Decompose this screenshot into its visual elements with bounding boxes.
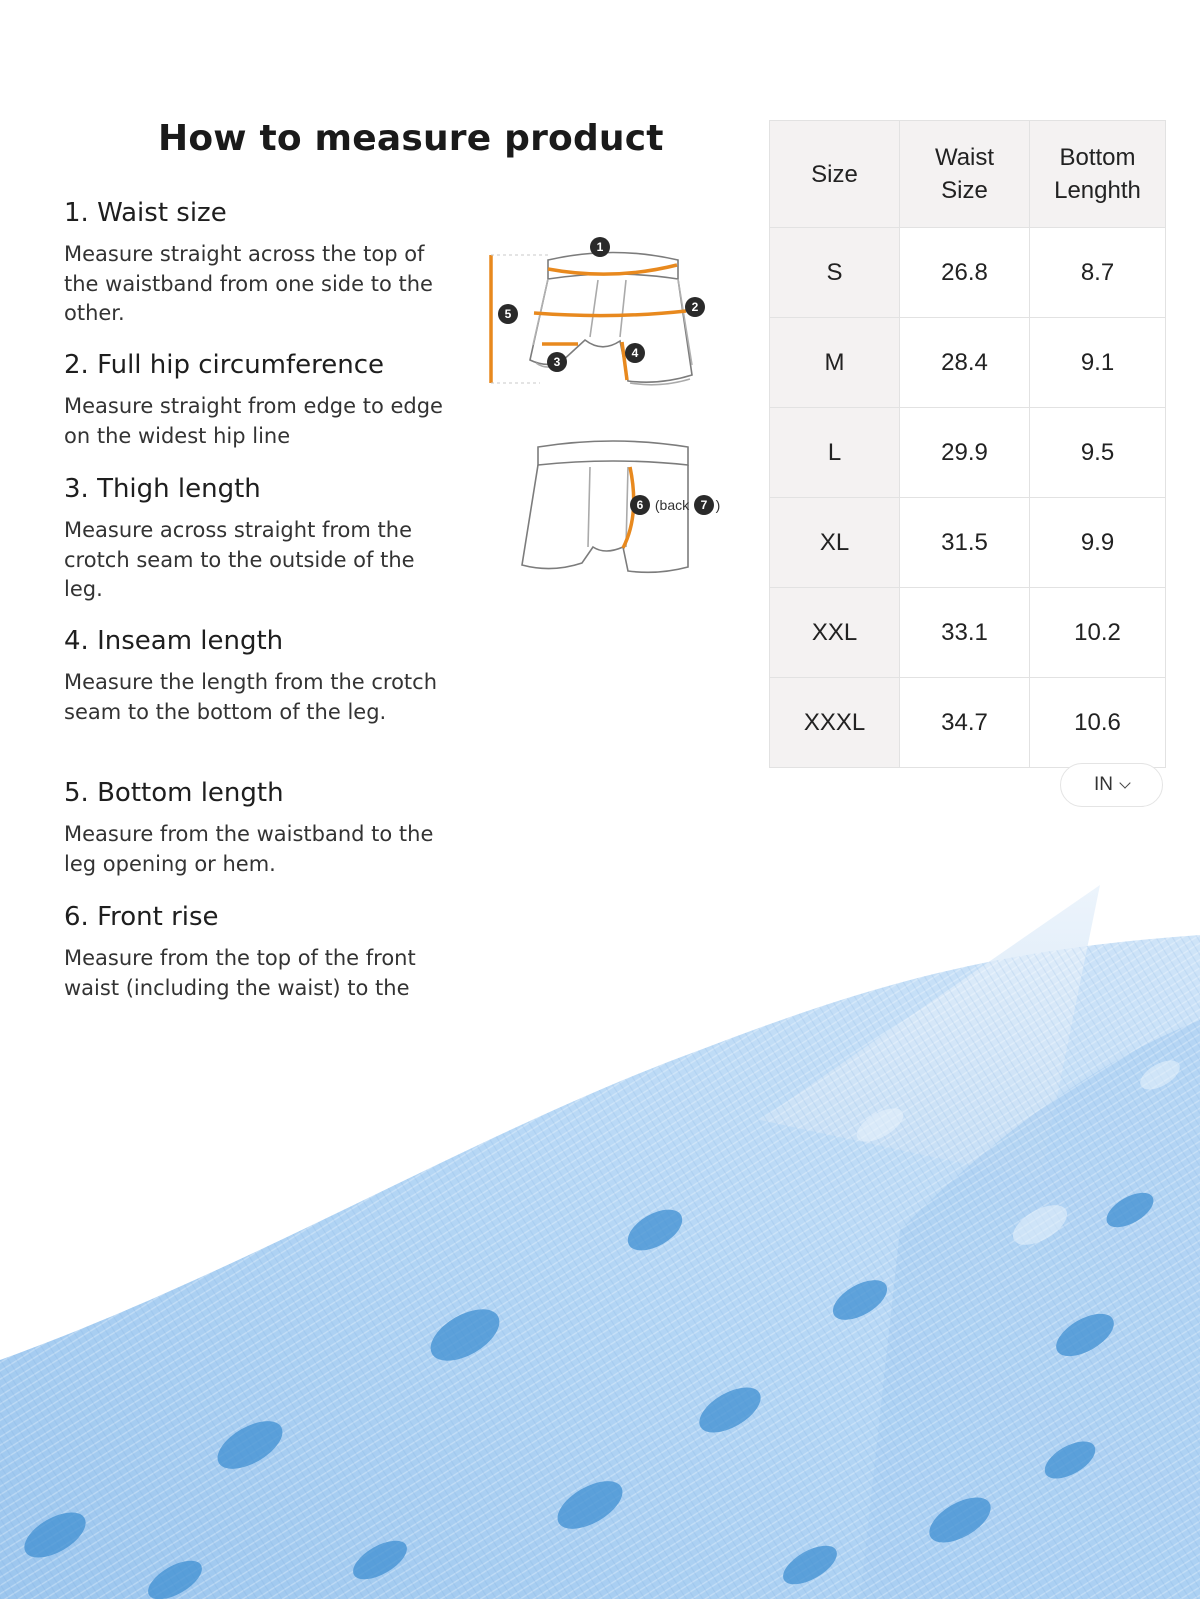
table-row [770, 228, 1166, 318]
waist-cell: 34.7 [900, 678, 1030, 768]
size-cell: XL [770, 498, 900, 588]
size-cell: XXL [770, 588, 900, 678]
bottom-length-column-header [1030, 121, 1166, 228]
step-heading: 5. Bottom length [64, 778, 284, 808]
front-measure-lines [491, 255, 686, 383]
measurement-diagram [480, 225, 740, 595]
table-row [770, 498, 1166, 588]
step-heading: 6. Front rise [64, 902, 219, 932]
bottom-length-cell: 8.7 [1030, 228, 1166, 318]
step-text: Measure straight across the top of the waistband from one side to the other. [64, 242, 433, 325]
size-cell: S [770, 228, 900, 318]
marker-5: 5 [504, 307, 512, 321]
header-line: Size [941, 177, 988, 204]
marker-7: 7 [700, 498, 708, 512]
back-label: (back [654, 497, 690, 513]
size-column-header: Size [770, 121, 900, 228]
waist-cell: 26.8 [900, 228, 1030, 318]
table-row [770, 408, 1166, 498]
marker-2: 2 [691, 300, 699, 314]
step-waist-size [64, 196, 454, 348]
step-heading: 3. Thigh length [64, 474, 261, 504]
table-row [770, 588, 1166, 678]
unit-select[interactable] [1060, 763, 1163, 807]
table-header-row [770, 121, 1166, 228]
bottom-length-cell: 9.5 [1030, 408, 1166, 498]
bottom-length-cell: 10.6 [1030, 678, 1166, 768]
marker-3: 3 [553, 355, 561, 369]
bottom-length-cell: 9.1 [1030, 318, 1166, 408]
header-line: Lenghth [1054, 177, 1141, 204]
step-text: Measure the length from the crotch seam to the bottom of the leg. [64, 670, 438, 724]
step-text: Measure across straight from the crotch seam to the outside of the leg. [64, 518, 415, 601]
chevron-down-icon [1119, 777, 1130, 788]
size-chart-table [769, 120, 1166, 768]
step-heading: 4. Inseam length [64, 626, 284, 656]
header-line: Waist [934, 144, 995, 171]
step-inseam-length [64, 624, 454, 776]
size-cell: XXXL [770, 678, 900, 768]
step-text: Measure straight from edge to edge on the widest hip line [64, 394, 443, 448]
size-cell: L [770, 408, 900, 498]
step-front-rise [64, 900, 454, 1003]
marker-6: 6 [636, 498, 644, 512]
measurement-steps [64, 196, 454, 1003]
back-label-close: ) [715, 497, 721, 513]
size-cell: M [770, 318, 900, 408]
waist-cell: 29.9 [900, 408, 1030, 498]
step-thigh-length [64, 472, 454, 624]
step-bottom-length [64, 776, 454, 900]
step-text: Measure from the waistband to the leg opening or hem. [64, 822, 434, 876]
header-line: Bottom [1059, 144, 1136, 171]
bottom-length-cell: 9.9 [1030, 498, 1166, 588]
step-full-hip [64, 348, 454, 472]
waist-cell: 31.5 [900, 498, 1030, 588]
step-heading: 1. Waist size [64, 198, 227, 228]
waist-cell: 28.4 [900, 318, 1030, 408]
marker-1: 1 [596, 240, 604, 254]
table-row [770, 678, 1166, 768]
bottom-length-cell: 10.2 [1030, 588, 1166, 678]
page-title: How to measure product [158, 118, 664, 159]
waist-cell: 33.1 [900, 588, 1030, 678]
marker-4: 4 [631, 346, 639, 360]
step-text: Measure from the top of the front waist (including the waist) to the [64, 946, 416, 1000]
unit-select-value: IN [1094, 774, 1113, 795]
table-row [770, 318, 1166, 408]
waist-size-column-header [900, 121, 1030, 228]
step-heading: 2. Full hip circumference [64, 350, 385, 380]
